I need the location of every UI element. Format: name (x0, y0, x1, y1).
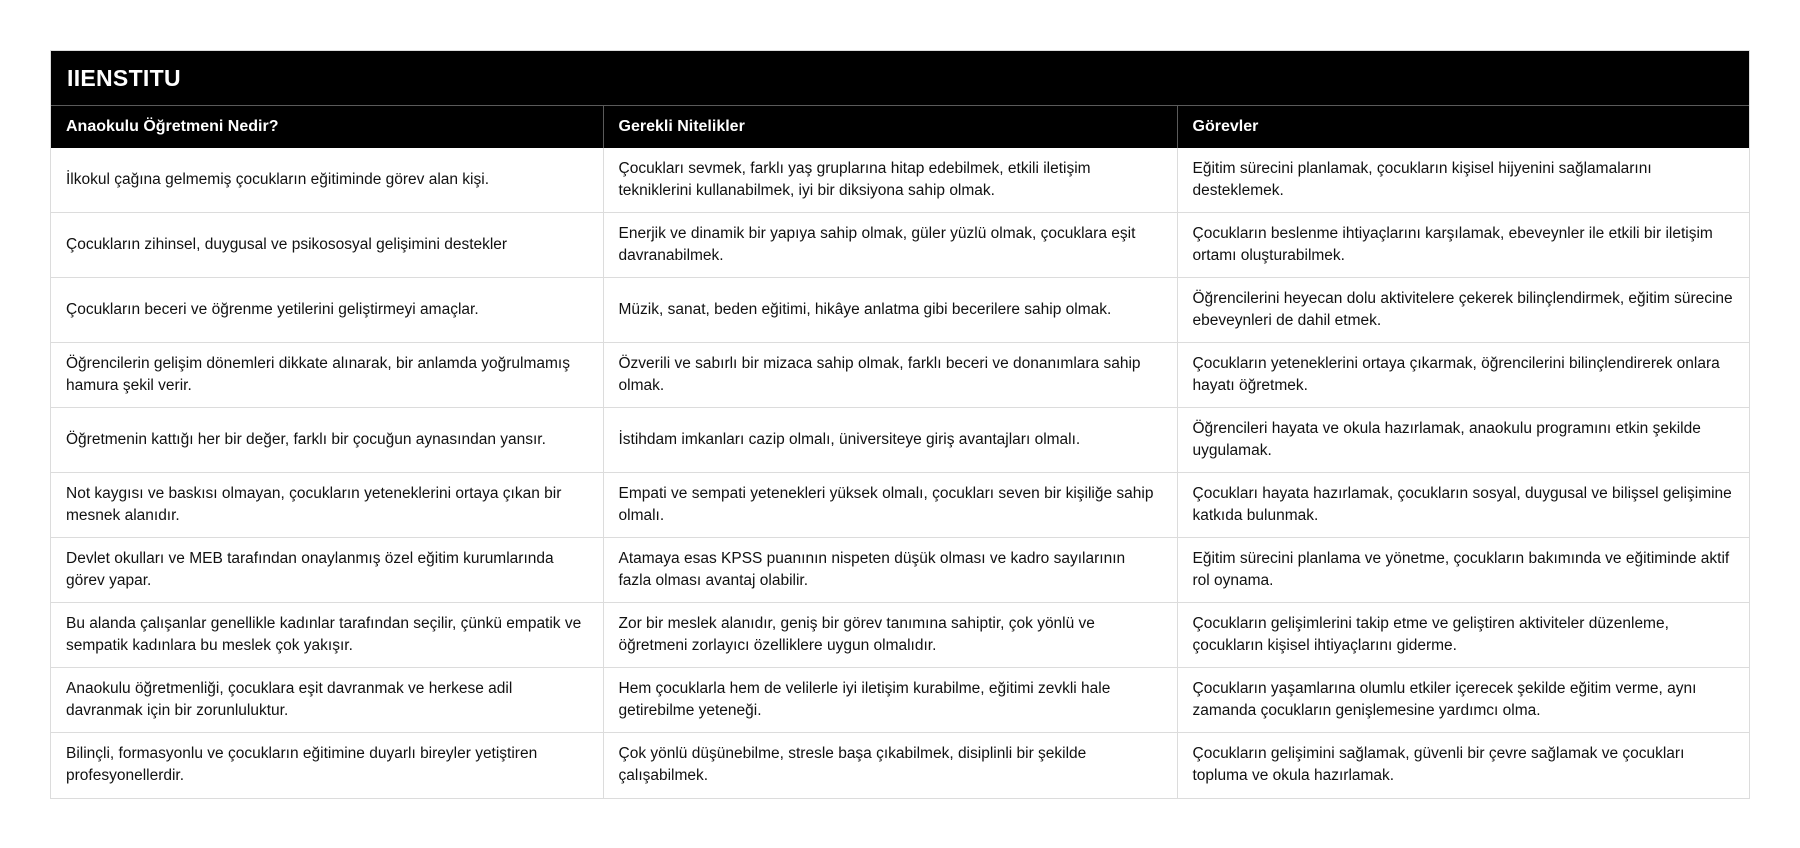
table-cell: Çocukların yaşamlarına olumlu etkiler içerecek şekilde eğitim verme, aynı zamanda çocukların genişlemesine yardımcı olma. (1177, 668, 1749, 733)
table-cell: Bu alanda çalışanlar genellikle kadınlar tarafından seçilir, çünkü empatik ve sempatik kadınlara bu meslek çok yakışır. (51, 603, 603, 668)
table-row (51, 473, 1749, 538)
table-cell: Çocukları sevmek, farklı yaş gruplarına hitap edebilmek, etkili iletişim tekniklerini kullanabilmek, iyi bir diksiyona sahip olmak. (603, 148, 1177, 213)
table-row (51, 408, 1749, 473)
table-cell: Çocukların yeteneklerini ortaya çıkarmak, öğrencilerini bilinçlendirerek onlara hayatı öğretmek. (1177, 343, 1749, 408)
table-cell: Özverili ve sabırlı bir mizaca sahip olmak, farklı beceri ve donanımlara sahip olmak. (603, 343, 1177, 408)
table-cell: Hem çocuklarla hem de velilerle iyi iletişim kurabilme, eğitimi zevkli hale getirebilme yeteneği. (603, 668, 1177, 733)
table-cell: Atamaya esas KPSS puanının nispeten düşük olması ve kadro sayılarının fazla olması avantaj olabilir. (603, 538, 1177, 603)
table-cell: Müzik, sanat, beden eğitimi, hikâye anlatma gibi becerilere sahip olmak. (603, 278, 1177, 343)
table-cell: Öğrencilerin gelişim dönemleri dikkate alınarak, bir anlamda yoğrulmamış hamura şekil verir. (51, 343, 603, 408)
table-cell: Devlet okulları ve MEB tarafından onaylanmış özel eğitim kurumlarında görev yapar. (51, 538, 603, 603)
table-cell: Eğitim sürecini planlamak, çocukların kişisel hijyenini sağlamalarını desteklemek. (1177, 148, 1749, 213)
table-row (51, 538, 1749, 603)
content-table-card (50, 50, 1750, 799)
table-cell: İlkokul çağına gelmemiş çocukların eğitiminde görev alan kişi. (66, 170, 490, 188)
table-row (51, 213, 1749, 278)
table-cell: Anaokulu öğretmenliği, çocuklara eşit davranmak ve herkese adil davranmak için bir zorunluluktur. (51, 668, 603, 733)
table-row (51, 603, 1749, 668)
table-cell: Öğrencileri hayata ve okula hazırlamak, anaokulu programını etkin şekilde uygulamak. (1177, 408, 1749, 473)
table-cell: Çocukları hayata hazırlamak, çocukların sosyal, duygusal ve bilişsel gelişimine katkıda bulunmak. (1177, 473, 1749, 538)
table-row (51, 343, 1749, 408)
table-cell: Çocukların beslenme ihtiyaçlarını karşılamak, ebeveynler ile etkili bir iletişim ortamı oluşturabilmek. (1177, 213, 1749, 278)
table-row (51, 733, 1749, 798)
table-cell: Çocukların gelişimlerini takip etme ve geliştiren aktiviteler düzenleme, çocukların kişisel ihtiyaçlarını giderme. (1177, 603, 1749, 668)
table-cell: Çok yönlü düşünebilme, stresle başa çıkabilmek, disiplinli bir şekilde çalışabilmek. (603, 733, 1177, 798)
table-cell: Zor bir meslek alanıdır, geniş bir görev tanımına sahiptir, çok yönlü ve öğretmeni zorlayıcı özelliklere uygun olmalıdır. (603, 603, 1177, 668)
brand-title: IIENSTITU (51, 51, 1749, 105)
table-row (51, 278, 1749, 343)
table-cell: Çocukların zihinsel, duygusal ve psikososyal gelişimini destekler (51, 213, 603, 278)
table-cell: Enerjik ve dinamik bir yapıya sahip olmak, güler yüzlü olmak, çocuklara eşit davranabilmek. (603, 213, 1177, 278)
table-row (51, 148, 1749, 213)
table-cell: Öğrencilerini heyecan dolu aktivitelere çekerek bilinçlendirmek, eğitim sürecine ebeveynleri de dahil etmek. (1177, 278, 1749, 343)
table-cell: Not kaygısı ve baskısı olmayan, çocukların yeteneklerini ortaya çıkan bir mesnek alanıdır. (51, 473, 603, 538)
column-header-qualifications: Gerekli Nitelikler (603, 106, 1177, 148)
table-cell: İstihdam imkanları cazip olmalı, üniversiteye giriş avantajları olmalı. (603, 408, 1177, 473)
table-cell: Bilinçli, formasyonlu ve çocukların eğitimine duyarlı bireyler yetiştiren profesyonellerdir. (51, 733, 603, 798)
header-row (51, 106, 1749, 148)
table-cell: Empati ve sempati yetenekleri yüksek olmalı, çocukları seven bir kişiliğe sahip olmalı. (603, 473, 1177, 538)
info-table (51, 105, 1749, 798)
table-cell: Eğitim sürecini planlama ve yönetme, çocukların bakımında ve eğitiminde aktif rol oynama. (1177, 538, 1749, 603)
table-cell: Çocukların beceri ve öğrenme yetilerini geliştirmeyi amaçlar. (51, 278, 603, 343)
table-row (51, 668, 1749, 733)
column-header-duties: Görevler (1177, 106, 1749, 148)
column-header-definition: Anaokulu Öğretmeni Nedir? (51, 106, 603, 148)
table-cell: Çocukların gelişimini sağlamak, güvenli bir çevre sağlamak ve çocukları topluma ve okula hazırlamak. (1177, 733, 1749, 798)
table-cell: Öğretmenin kattığı her bir değer, farklı bir çocuğun aynasından yansır. (51, 408, 603, 473)
